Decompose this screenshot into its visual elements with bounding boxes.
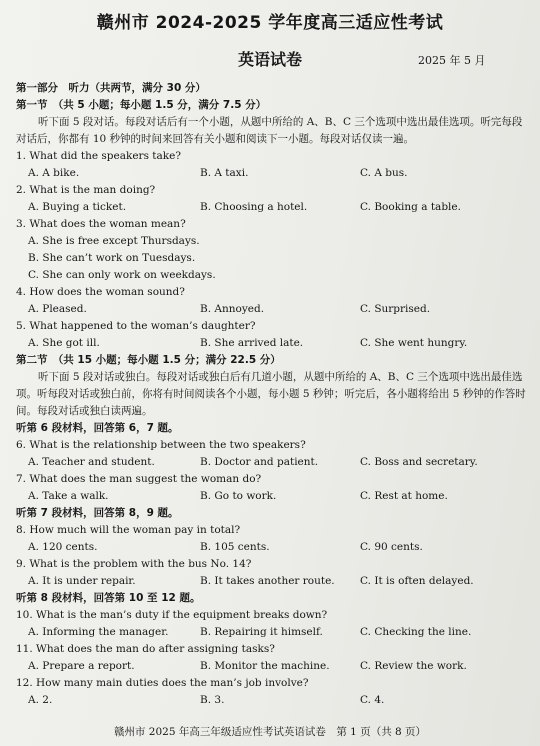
question-stem: 7. What does the man suggest the woman do? [16, 473, 262, 485]
section1-instructions: 听下面 5 段对话。每段对话后有一个小题，从题中所给的 A、B、C 三个选项中选出最佳选项。听完每段对话后，你都有 10 秒钟的时间来回答有关小题和阅读下一小题。每段对话仅读一遍。 [16, 116, 523, 145]
option-a: A. Pleased. [28, 303, 87, 315]
section2-heading: 第二节 （共 15 小题；每小题 1.5 分；满分 22.5 分） [16, 354, 281, 366]
option-c: C. She can only work on weekdays. [28, 269, 216, 281]
option-a: A. It is under repair. [28, 575, 136, 587]
option-c: C. It is often delayed. [360, 575, 474, 587]
option-b: B. Annoyed. [200, 303, 265, 315]
option-c: C. Boss and secretary. [360, 456, 478, 468]
option-c: C. Booking a table. [360, 201, 461, 213]
question-options [16, 165, 528, 182]
question-options [16, 454, 528, 471]
option-a: A. Take a walk. [28, 490, 109, 502]
option-b: B. 3. [200, 694, 225, 706]
question-stem: 1. What did the speakers take? [16, 150, 181, 162]
option-b: B. Go to work. [200, 490, 277, 502]
option-c: C. 90 cents. [360, 541, 423, 553]
question-options [16, 488, 528, 505]
option-a: A. She is free except Thursdays. [28, 235, 200, 247]
option-c: C. Surprised. [360, 303, 431, 315]
question-stem: 4. How does the woman sound? [16, 286, 185, 298]
option-b: B. Choosing a hotel. [200, 201, 308, 213]
material-heading: 听第 7 段材料，回答第 8，9 题。 [16, 507, 179, 519]
option-b: B. A taxi. [200, 167, 249, 179]
question-options [16, 199, 528, 216]
question-stem: 11. What does the man do after assigning tasks? [16, 643, 275, 655]
option-c: C. She went hungry. [360, 337, 468, 349]
option-c: C. Rest at home. [360, 490, 448, 502]
option-a: A. 2. [28, 694, 53, 706]
question-stem: 9. What is the problem with the bus No. 14? [16, 558, 252, 570]
question-options [16, 539, 528, 556]
question-options [16, 573, 528, 590]
question-stem: 6. What is the relationship between the two speakers? [16, 439, 306, 451]
option-c: C. Review the work. [360, 660, 467, 672]
option-a: A. Informing the manager. [28, 626, 169, 638]
option-b: B. Repairing it himself. [200, 626, 323, 638]
listening-part [16, 80, 528, 709]
option-a: A. Teacher and student. [28, 456, 155, 468]
question-stem: 12. How many main duties does the man’s job involve? [16, 677, 309, 689]
option-c: C. A bus. [360, 167, 408, 179]
option-c: C. 4. [360, 694, 385, 706]
question-stem: 10. What is the man’s duty if the equipment breaks down? [16, 609, 328, 621]
section2-instructions: 听下面 5 段对话或独白。每段对话或独白后有几道小题，从题中所给的 A、B、C 三个选项中选出最佳选项。听每段对话或独白前，你将有时间阅读各个小题，每小题 5 秒钟；听完后，各小题将给出 5 秒钟的作答时间。每段对话或独白读两遍。 [16, 371, 526, 417]
material-heading: 听第 8 段材料，回答第 10 至 12 题。 [16, 592, 201, 604]
question-stem: 5. What happened to the woman’s daughter? [16, 320, 256, 332]
question-stem: 8. How much will the woman pay in total? [16, 524, 241, 536]
section1-heading: 第一节 （共 5 小题；每小题 1.5 分，满分 7.5 分） [16, 99, 267, 111]
question-options [16, 301, 528, 318]
question-stem: 3. What does the woman mean? [16, 218, 186, 230]
option-a: A. She got ill. [28, 337, 100, 349]
option-b: B. She can’t work on Tuesdays. [28, 252, 196, 264]
page-footer: 赣州市 2025 年高三年级适应性考试英语试卷 第 1 页（共 8 页） [113, 726, 427, 738]
part1-heading: 第一部分 听力（共两节，满分 30 分） [16, 82, 206, 94]
question-options [16, 692, 528, 709]
option-b: B. 105 cents. [200, 541, 270, 553]
option-b: B. It takes another route. [200, 575, 335, 587]
exam-subtitle: 英语试卷 [237, 50, 302, 69]
question-options [16, 624, 528, 641]
question-stem: 2. What is the man doing? [16, 184, 156, 196]
option-a: A. 120 cents. [28, 541, 98, 553]
question-options [16, 658, 528, 675]
option-b: B. Doctor and patient. [200, 456, 319, 468]
option-a: A. A bike. [28, 167, 80, 179]
option-a: A. Buying a ticket. [28, 201, 127, 213]
question-options [16, 335, 528, 352]
exam-title: 赣州市 2024-2025 学年度高三适应性考试 [96, 13, 444, 33]
option-c: C. Checking the line. [360, 626, 472, 638]
option-b: B. Monitor the machine. [200, 660, 330, 672]
option-b: B. She arrived late. [200, 337, 304, 349]
material-heading: 听第 6 段材料，回答第 6，7 题。 [16, 422, 179, 434]
exam-date: 2025 年 5 月 [418, 54, 486, 67]
option-a: A. Prepare a report. [28, 660, 135, 672]
